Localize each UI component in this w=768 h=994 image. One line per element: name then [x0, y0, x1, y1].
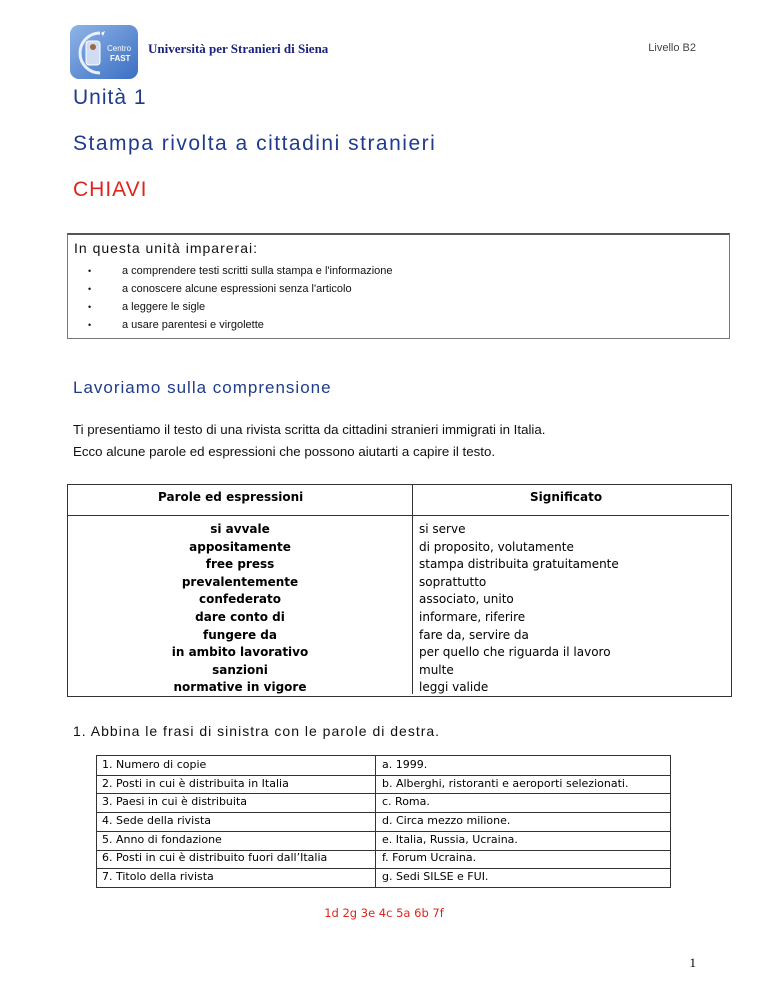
meaning-cell: fare da, servire da: [419, 627, 529, 642]
topic-title: Stampa rivolta a cittadini stranieri: [73, 132, 437, 155]
term-cell: sanzioni: [212, 662, 268, 677]
bullet-icon: •: [88, 302, 92, 312]
column-divider: [412, 485, 413, 694]
table-row: e. Italia, Russia, Ucraina.: [382, 832, 518, 846]
prompts-column: [102, 756, 327, 887]
meaning-cell: associato, unito: [419, 592, 514, 607]
table-row: 7. Titolo della rivista: [102, 870, 214, 884]
svg-text:FAST: FAST: [110, 54, 131, 63]
list-item: • a conoscere alcune espressioni senza l'articolo: [88, 280, 393, 298]
term-cell: appositamente: [189, 539, 291, 554]
list-item: • a leggere le sigle: [88, 298, 393, 316]
term-cell: confederato: [199, 592, 281, 607]
section-title: Lavoriamo sulla comprensione: [73, 378, 332, 397]
table-row: c. Roma.: [382, 795, 430, 809]
vocabulary-table: [67, 484, 732, 697]
learning-objectives-title: In questa unità imparerai:: [74, 240, 258, 256]
term-cell: free press: [205, 557, 275, 572]
table-row: d. Circa mezzo milione.: [382, 814, 511, 828]
bullet-icon: •: [88, 320, 92, 330]
table-row: 4. Sede della rivista: [102, 814, 212, 828]
meaning-cell: per quello che riguarda il lavoro: [419, 645, 611, 660]
table-row: f. Forum Ucraina.: [382, 851, 477, 865]
exercise-title: 1. Abbina le frasi di sinistra con le parole di destra.: [73, 723, 441, 739]
table-row: 2. Posti in cui è distribuita in Italia: [102, 776, 289, 790]
list-item: • a comprendere testi scritti sulla stampa e l'informazione: [88, 262, 393, 280]
table-row: 1. Numero di copie: [102, 758, 207, 771]
unit-title: Unità 1: [73, 86, 147, 109]
bullet-icon: •: [88, 266, 92, 276]
answer-key: 1d 2g 3e 4c 5a 6b 7f: [324, 906, 444, 920]
matching-table: [96, 755, 671, 888]
page-number: 1: [689, 955, 696, 970]
table-row: 3. Paesi in cui è distribuita: [102, 795, 248, 809]
meaning-cell: informare, riferire: [419, 609, 526, 624]
svg-text:Centro: Centro: [107, 44, 132, 53]
bullet-icon: •: [88, 284, 92, 294]
meaning-cell: stampa distribuita gratuitamente: [419, 557, 619, 572]
intro-paragraph: Ti presentiamo il testo di una rivista scritta da cittadini stranieri immigrati in Italia.: [73, 422, 546, 437]
table-row: a. 1999.: [382, 758, 428, 771]
meaning-cell: leggi valide: [419, 680, 489, 695]
level-label: Livello B2: [648, 42, 696, 54]
keys-title: CHIAVI: [73, 178, 148, 201]
meaning-cell: multe: [419, 662, 454, 677]
term-cell: prevalentemente: [181, 574, 299, 589]
meanings-column: [419, 521, 619, 697]
intro-paragraph: Ecco alcune parole ed espressioni che possono aiutarti a capire il testo.: [73, 444, 496, 459]
column-header-terms: Parole ed espressioni: [158, 490, 304, 504]
university-name: Università per Stranieri di Siena: [148, 41, 329, 56]
term-cell: dare conto di: [195, 609, 285, 624]
vocabulary-table-header: [68, 485, 729, 516]
centro-fast-logo: [70, 25, 138, 79]
learning-objectives-list: [88, 262, 393, 334]
table-row: g. Sedi SILSE e FUI.: [382, 870, 489, 884]
term-cell: normative in vigore: [173, 680, 307, 695]
terms-column: [68, 521, 412, 697]
table-row: 5. Anno di fondazione: [102, 832, 222, 846]
options-column: [382, 756, 628, 887]
learning-objectives-box: [67, 233, 730, 339]
meaning-cell: soprattutto: [419, 574, 487, 589]
term-cell: fungere da: [203, 627, 277, 642]
term-cell: in ambito lavorativo: [171, 645, 309, 660]
column-header-meanings: Significato: [530, 490, 603, 504]
table-row: b. Alberghi, ristoranti e aeroporti selezionati.: [382, 776, 629, 790]
intro-text: [73, 419, 545, 463]
list-item: • a usare parentesi e virgolette: [88, 316, 393, 334]
term-cell: si avvale: [210, 522, 270, 536]
meaning-cell: si serve: [419, 522, 466, 536]
table-row: 6. Posti in cui è distribuito fuori dall’Italia: [102, 851, 328, 865]
meaning-cell: di proposito, volutamente: [419, 539, 574, 554]
